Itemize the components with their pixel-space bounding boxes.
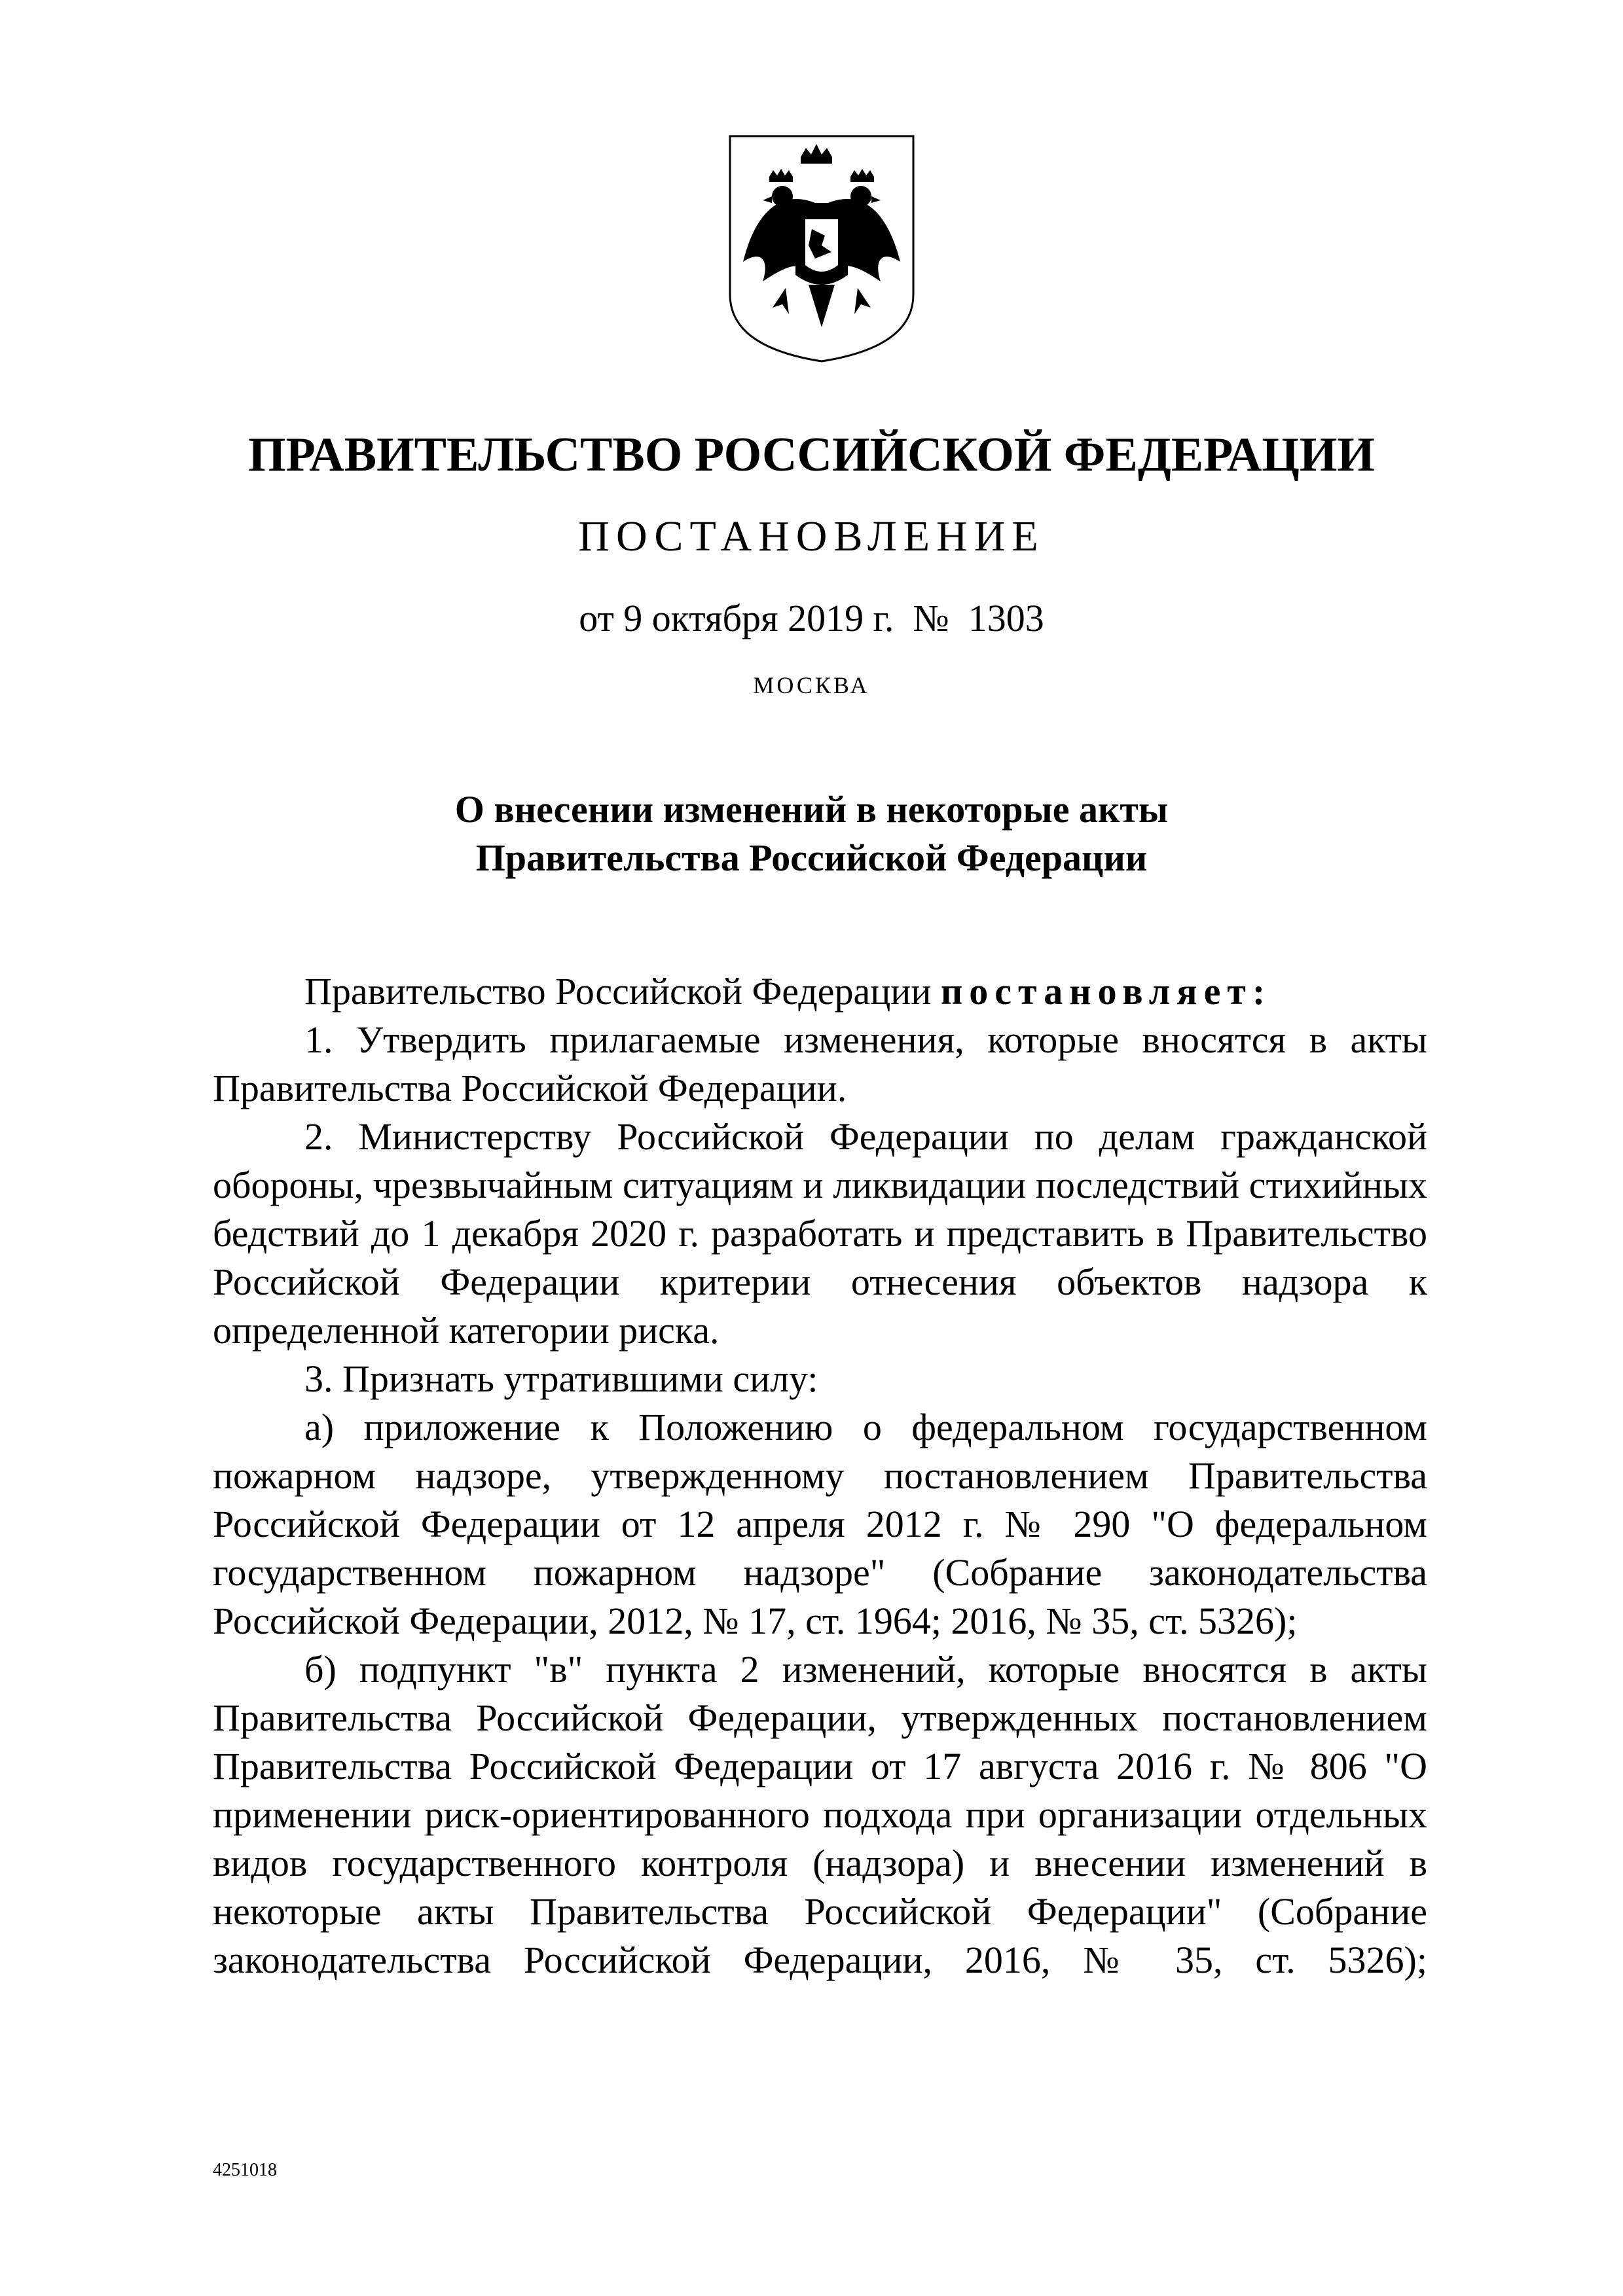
paragraph-3: 3. Признать утратившими силу: [304,1357,818,1400]
date-number-line [0,596,1623,641]
document-date: от 9 октября 2019 г. [579,597,894,639]
organization-name: ПРАВИТЕЛЬСТВО РОССИЙСКОЙ ФЕДЕРАЦИИ [248,428,1375,482]
intro-paragraph [213,967,1427,1016]
paragraph-1: 1. Утвердить прилагаемые изменения, которые вносятся в акты Правительства Российской Федерации. [213,1018,1427,1109]
title-line-1: О внесении изменений в некоторые акты [454,788,1169,831]
city: МОСКВА [753,672,870,698]
footer-code: 4251018 [213,2160,277,2180]
document-number: 1303 [968,597,1044,639]
document-title [0,785,1623,882]
title-line-2: Правительства Российской Федерации [475,836,1148,879]
paragraph-3a: а) приложение к Положению о федеральном государственном пожарном надзоре, утвержденному постановлением Правительства Российской Федерации от 12 апреля 2012 г. № 290 "О федеральном государственном пожарном надзоре" (Собрание законодательства Российской Федерации, 2012, № 17, ст. 1964; 2016, № 35, ст. 5326); [213,1406,1427,1642]
russian-coat-of-arms-icon [723,131,920,367]
paragraph-3b: б) подпункт "в" пункта 2 изменений, которые вносятся в акты Правительства Российской Федерации, утвержденных постановлением Правительства Российской Федерации от 17 августа 2016 г. № 806 "О применении риск-ориентированного подхода при организации отдельных видов государственного контроля (надзора) и внесении изменений в некоторые акты Правительства Российской Федерации" (Собрание законодательства Российской Федерации, 2016, № 35, ст. 5326); [213,1648,1427,1981]
document-body [213,967,1427,1984]
paragraph-2: 2. Министерству Российской Федерации по делам гражданской обороны, чрезвычайным ситуациям и ликвидации последствий стихийных бедствий до 1 декабря 2020 г. разработать и представить в Правительство Российской Федерации критерии отнесения объектов надзора к определенной категории риска. [213,1115,1427,1352]
document-type: ПОСТАНОВЛЕНИЕ [578,512,1045,560]
number-label: № [913,597,949,639]
intro-text: Правительство Российской Федерации [304,970,941,1013]
decree-word: постановляет: [940,970,1272,1013]
